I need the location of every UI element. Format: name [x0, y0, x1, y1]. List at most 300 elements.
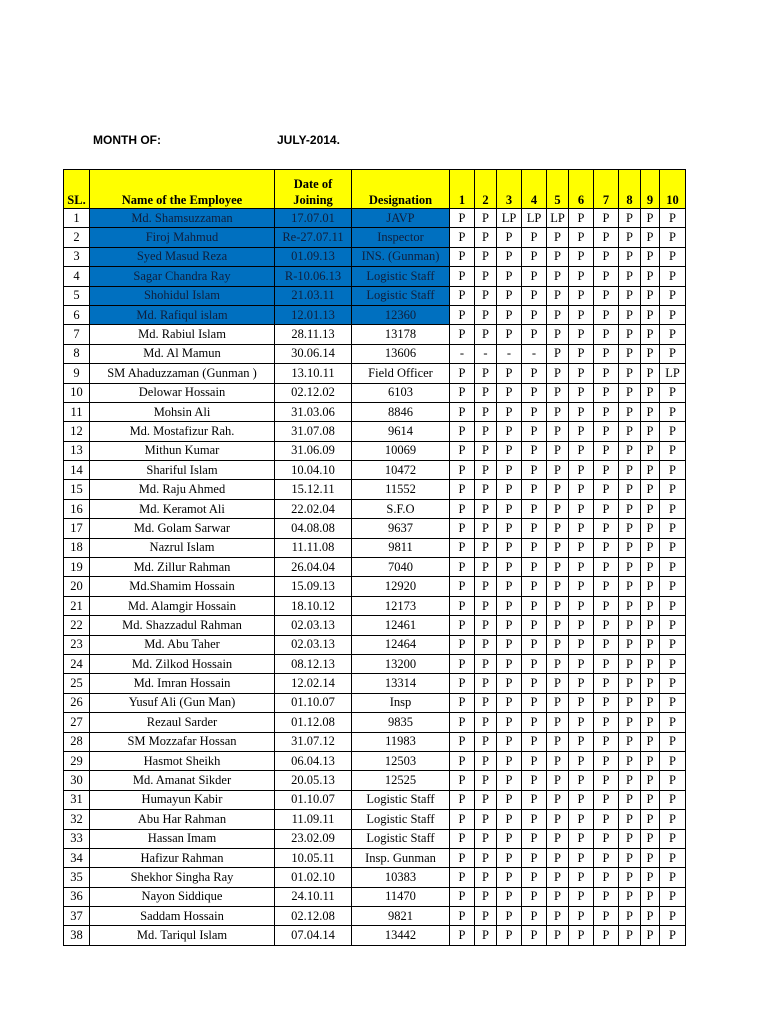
row-employee-name: Md. Keramot Ali	[90, 499, 275, 518]
row-attendance-day-5: P	[547, 810, 569, 829]
row-attendance-day-7: P	[594, 267, 619, 286]
attendance-table	[63, 169, 686, 946]
row-date-of-joining: 18.10.12	[275, 596, 352, 615]
row-attendance-day-2: P	[475, 519, 497, 538]
col-sl: SL.	[64, 170, 90, 209]
row-sl: 38	[64, 926, 90, 945]
table-row	[64, 907, 686, 926]
row-attendance-day-10: P	[660, 926, 686, 945]
row-attendance-day-8: P	[619, 499, 641, 518]
row-attendance-day-4: P	[522, 402, 547, 421]
row-attendance-day-4: P	[522, 868, 547, 887]
row-date-of-joining: 31.07.12	[275, 732, 352, 751]
row-attendance-day-6: P	[569, 635, 594, 654]
row-attendance-day-5: P	[547, 461, 569, 480]
row-attendance-day-9: P	[641, 402, 660, 421]
row-attendance-day-9: P	[641, 616, 660, 635]
row-attendance-day-2: P	[475, 441, 497, 460]
row-attendance-day-7: P	[594, 499, 619, 518]
table-row	[64, 209, 686, 228]
row-attendance-day-2: P	[475, 751, 497, 770]
row-attendance-day-1: P	[450, 907, 475, 926]
row-employee-name: Mohsin Ali	[90, 402, 275, 421]
row-attendance-day-5: P	[547, 868, 569, 887]
table-row	[64, 402, 686, 421]
row-employee-name: Md. Mostafizur Rah.	[90, 422, 275, 441]
row-attendance-day-5: P	[547, 616, 569, 635]
col-day: 9	[641, 170, 660, 209]
row-attendance-day-6: P	[569, 480, 594, 499]
row-attendance-day-10: P	[660, 441, 686, 460]
row-attendance-day-9: P	[641, 247, 660, 266]
row-attendance-day-3: P	[497, 422, 522, 441]
row-attendance-day-7: P	[594, 693, 619, 712]
row-attendance-day-9: P	[641, 732, 660, 751]
row-attendance-day-6: P	[569, 228, 594, 247]
row-attendance-day-9: P	[641, 635, 660, 654]
row-date-of-joining: 31.06.09	[275, 441, 352, 460]
row-designation: 10383	[352, 868, 450, 887]
col-day: 7	[594, 170, 619, 209]
table-row	[64, 422, 686, 441]
row-sl: 7	[64, 325, 90, 344]
row-attendance-day-9: P	[641, 344, 660, 363]
table-row	[64, 635, 686, 654]
row-attendance-day-4: P	[522, 519, 547, 538]
row-attendance-day-2: P	[475, 887, 497, 906]
row-attendance-day-8: P	[619, 247, 641, 266]
row-date-of-joining: 02.03.13	[275, 616, 352, 635]
row-attendance-day-9: P	[641, 228, 660, 247]
row-employee-name: Md. Raju Ahmed	[90, 480, 275, 499]
row-attendance-day-8: P	[619, 771, 641, 790]
row-attendance-day-8: P	[619, 868, 641, 887]
row-attendance-day-9: P	[641, 596, 660, 615]
row-employee-name: Saddam Hossain	[90, 907, 275, 926]
row-date-of-joining: 08.12.13	[275, 654, 352, 673]
row-designation: 8846	[352, 402, 450, 421]
row-attendance-day-8: P	[619, 713, 641, 732]
row-attendance-day-2: P	[475, 674, 497, 693]
row-employee-name: Md. Rabiul Islam	[90, 325, 275, 344]
table-row	[64, 461, 686, 480]
row-attendance-day-6: P	[569, 519, 594, 538]
row-attendance-day-8: P	[619, 267, 641, 286]
row-sl: 17	[64, 519, 90, 538]
row-date-of-joining: 11.11.08	[275, 538, 352, 557]
row-attendance-day-9: P	[641, 829, 660, 848]
row-attendance-day-2: P	[475, 868, 497, 887]
row-attendance-day-5: P	[547, 848, 569, 867]
row-attendance-day-9: P	[641, 713, 660, 732]
row-attendance-day-7: P	[594, 926, 619, 945]
row-attendance-day-10: P	[660, 267, 686, 286]
row-attendance-day-7: P	[594, 364, 619, 383]
table-row	[64, 499, 686, 518]
row-attendance-day-7: P	[594, 829, 619, 848]
row-attendance-day-9: P	[641, 926, 660, 945]
row-attendance-day-7: P	[594, 519, 619, 538]
col-doj-line1: Date of	[293, 177, 333, 191]
row-employee-name: Hasmot Sheikh	[90, 751, 275, 770]
row-attendance-day-9: P	[641, 751, 660, 770]
row-employee-name: Syed Masud Reza	[90, 247, 275, 266]
row-attendance-day-8: P	[619, 441, 641, 460]
row-sl: 5	[64, 286, 90, 305]
row-designation: 10472	[352, 461, 450, 480]
row-sl: 30	[64, 771, 90, 790]
row-attendance-day-7: P	[594, 771, 619, 790]
row-attendance-day-5: P	[547, 480, 569, 499]
row-attendance-day-5: P	[547, 519, 569, 538]
row-attendance-day-8: P	[619, 383, 641, 402]
row-attendance-day-1: -	[450, 344, 475, 363]
row-attendance-day-1: P	[450, 751, 475, 770]
row-attendance-day-3: P	[497, 616, 522, 635]
row-sl: 33	[64, 829, 90, 848]
row-attendance-day-4: P	[522, 577, 547, 596]
table-row	[64, 848, 686, 867]
row-attendance-day-2: P	[475, 596, 497, 615]
row-attendance-day-7: P	[594, 461, 619, 480]
row-attendance-day-9: P	[641, 461, 660, 480]
row-attendance-day-1: P	[450, 305, 475, 324]
row-attendance-day-10: P	[660, 247, 686, 266]
row-sl: 36	[64, 887, 90, 906]
row-attendance-day-1: P	[450, 286, 475, 305]
row-attendance-day-7: P	[594, 383, 619, 402]
row-attendance-day-3: P	[497, 868, 522, 887]
row-sl: 10	[64, 383, 90, 402]
row-attendance-day-8: P	[619, 422, 641, 441]
row-attendance-day-2: P	[475, 907, 497, 926]
row-sl: 32	[64, 810, 90, 829]
row-date-of-joining: 04.08.08	[275, 519, 352, 538]
row-attendance-day-6: P	[569, 674, 594, 693]
row-attendance-day-2: P	[475, 422, 497, 441]
row-attendance-day-1: P	[450, 538, 475, 557]
row-attendance-day-6: P	[569, 286, 594, 305]
row-attendance-day-5: P	[547, 674, 569, 693]
row-attendance-day-9: P	[641, 577, 660, 596]
row-attendance-day-3: P	[497, 635, 522, 654]
row-attendance-day-5: P	[547, 325, 569, 344]
row-attendance-day-9: P	[641, 286, 660, 305]
row-employee-name: Sagar Chandra Ray	[90, 267, 275, 286]
row-attendance-day-3: P	[497, 751, 522, 770]
row-designation: 12503	[352, 751, 450, 770]
row-attendance-day-9: P	[641, 499, 660, 518]
row-attendance-day-4: P	[522, 441, 547, 460]
row-attendance-day-1: P	[450, 887, 475, 906]
row-attendance-day-1: P	[450, 228, 475, 247]
row-date-of-joining: 26.04.04	[275, 558, 352, 577]
row-sl: 23	[64, 635, 90, 654]
row-attendance-day-1: P	[450, 325, 475, 344]
row-designation: Field Officer	[352, 364, 450, 383]
row-attendance-day-5: P	[547, 228, 569, 247]
row-employee-name: Md. Golam Sarwar	[90, 519, 275, 538]
row-attendance-day-10: P	[660, 228, 686, 247]
row-date-of-joining: 01.10.07	[275, 790, 352, 809]
row-attendance-day-10: P	[660, 693, 686, 712]
table-row	[64, 829, 686, 848]
row-sl: 22	[64, 616, 90, 635]
row-attendance-day-2: P	[475, 267, 497, 286]
row-employee-name: Mithun Kumar	[90, 441, 275, 460]
row-attendance-day-5: P	[547, 558, 569, 577]
row-attendance-day-10: P	[660, 286, 686, 305]
row-attendance-day-8: P	[619, 829, 641, 848]
row-attendance-day-1: P	[450, 364, 475, 383]
table-row	[64, 926, 686, 945]
row-sl: 27	[64, 713, 90, 732]
row-date-of-joining: 12.02.14	[275, 674, 352, 693]
row-attendance-day-3: P	[497, 499, 522, 518]
row-attendance-day-3: P	[497, 228, 522, 247]
row-attendance-day-5: P	[547, 286, 569, 305]
row-attendance-day-6: P	[569, 538, 594, 557]
row-sl: 1	[64, 209, 90, 228]
row-date-of-joining: 12.01.13	[275, 305, 352, 324]
row-attendance-day-9: P	[641, 771, 660, 790]
row-attendance-day-1: P	[450, 499, 475, 518]
row-attendance-day-5: P	[547, 422, 569, 441]
row-attendance-day-2: P	[475, 829, 497, 848]
row-attendance-day-6: P	[569, 441, 594, 460]
row-date-of-joining: 22.02.04	[275, 499, 352, 518]
row-date-of-joining: 10.04.10	[275, 461, 352, 480]
row-attendance-day-10: P	[660, 810, 686, 829]
table-row	[64, 519, 686, 538]
row-designation: Inspector	[352, 228, 450, 247]
row-attendance-day-3: P	[497, 383, 522, 402]
row-sl: 13	[64, 441, 90, 460]
row-attendance-day-8: P	[619, 344, 641, 363]
row-employee-name: Yusuf Ali (Gun Man)	[90, 693, 275, 712]
row-attendance-day-6: P	[569, 402, 594, 421]
row-designation: 13314	[352, 674, 450, 693]
row-employee-name: Md. Al Mamun	[90, 344, 275, 363]
row-attendance-day-7: P	[594, 674, 619, 693]
row-attendance-day-8: P	[619, 402, 641, 421]
row-date-of-joining: 02.03.13	[275, 635, 352, 654]
row-attendance-day-2: P	[475, 325, 497, 344]
row-attendance-day-8: P	[619, 693, 641, 712]
row-attendance-day-2: P	[475, 616, 497, 635]
row-attendance-day-3: P	[497, 771, 522, 790]
row-employee-name: Nazrul Islam	[90, 538, 275, 557]
row-sl: 11	[64, 402, 90, 421]
row-attendance-day-10: P	[660, 848, 686, 867]
row-employee-name: Firoj Mahmud	[90, 228, 275, 247]
col-day: 1	[450, 170, 475, 209]
row-attendance-day-5: P	[547, 790, 569, 809]
row-attendance-day-5: P	[547, 499, 569, 518]
row-sl: 31	[64, 790, 90, 809]
table-row	[64, 364, 686, 383]
row-attendance-day-8: P	[619, 848, 641, 867]
row-designation: 13200	[352, 654, 450, 673]
row-attendance-day-7: P	[594, 907, 619, 926]
row-attendance-day-2: -	[475, 344, 497, 363]
row-attendance-day-8: P	[619, 461, 641, 480]
row-attendance-day-9: P	[641, 480, 660, 499]
row-attendance-day-6: P	[569, 422, 594, 441]
row-date-of-joining: 21.03.11	[275, 286, 352, 305]
row-attendance-day-5: P	[547, 887, 569, 906]
row-designation: 10069	[352, 441, 450, 460]
row-attendance-day-9: P	[641, 810, 660, 829]
row-attendance-day-2: P	[475, 305, 497, 324]
row-attendance-day-5: P	[547, 596, 569, 615]
row-attendance-day-2: P	[475, 247, 497, 266]
row-attendance-day-7: P	[594, 325, 619, 344]
row-attendance-day-5: P	[547, 829, 569, 848]
row-attendance-day-3: P	[497, 713, 522, 732]
row-attendance-day-3: P	[497, 907, 522, 926]
row-attendance-day-5: P	[547, 344, 569, 363]
row-attendance-day-10: P	[660, 305, 686, 324]
row-attendance-day-10: P	[660, 674, 686, 693]
row-attendance-day-6: P	[569, 693, 594, 712]
row-attendance-day-10: P	[660, 713, 686, 732]
row-date-of-joining: 10.05.11	[275, 848, 352, 867]
col-designation: Designation	[352, 170, 450, 209]
table-row	[64, 267, 686, 286]
row-attendance-day-10: P	[660, 519, 686, 538]
col-day: 10	[660, 170, 686, 209]
table-row	[64, 713, 686, 732]
row-designation: 13442	[352, 926, 450, 945]
row-attendance-day-7: P	[594, 305, 619, 324]
row-attendance-day-7: P	[594, 402, 619, 421]
row-attendance-day-6: P	[569, 771, 594, 790]
row-date-of-joining: 01.02.10	[275, 868, 352, 887]
row-sl: 14	[64, 461, 90, 480]
row-attendance-day-3: P	[497, 325, 522, 344]
row-designation: 9637	[352, 519, 450, 538]
table-row	[64, 732, 686, 751]
row-attendance-day-9: P	[641, 422, 660, 441]
row-attendance-day-1: P	[450, 654, 475, 673]
table-row	[64, 558, 686, 577]
row-date-of-joining: Re-27.07.11	[275, 228, 352, 247]
col-day: 3	[497, 170, 522, 209]
table-header	[64, 170, 686, 209]
row-employee-name: Rezaul Sarder	[90, 713, 275, 732]
row-attendance-day-4: P	[522, 693, 547, 712]
row-attendance-day-10: P	[660, 209, 686, 228]
row-attendance-day-1: P	[450, 693, 475, 712]
row-attendance-day-8: P	[619, 538, 641, 557]
row-attendance-day-6: P	[569, 848, 594, 867]
col-day: 8	[619, 170, 641, 209]
row-attendance-day-5: P	[547, 732, 569, 751]
row-attendance-day-7: P	[594, 247, 619, 266]
row-attendance-day-8: P	[619, 887, 641, 906]
row-attendance-day-6: P	[569, 887, 594, 906]
row-attendance-day-7: P	[594, 732, 619, 751]
row-attendance-day-7: P	[594, 422, 619, 441]
row-attendance-day-4: P	[522, 790, 547, 809]
row-date-of-joining: 02.12.08	[275, 907, 352, 926]
row-employee-name: Md. Alamgir Hossain	[90, 596, 275, 615]
row-employee-name: Md.Shamim Hossain	[90, 577, 275, 596]
row-sl: 35	[64, 868, 90, 887]
row-designation: 9821	[352, 907, 450, 926]
row-attendance-day-9: P	[641, 790, 660, 809]
row-sl: 8	[64, 344, 90, 363]
row-date-of-joining: 01.12.08	[275, 713, 352, 732]
row-attendance-day-10: P	[660, 829, 686, 848]
row-attendance-day-9: P	[641, 907, 660, 926]
row-employee-name: Md. Shamsuzzaman	[90, 209, 275, 228]
row-attendance-day-7: P	[594, 596, 619, 615]
row-attendance-day-4: P	[522, 907, 547, 926]
row-employee-name: Md. Imran Hossain	[90, 674, 275, 693]
table-row	[64, 654, 686, 673]
row-attendance-day-6: P	[569, 596, 594, 615]
row-sl: 24	[64, 654, 90, 673]
row-sl: 28	[64, 732, 90, 751]
col-doj	[275, 170, 352, 209]
row-attendance-day-4: P	[522, 422, 547, 441]
row-attendance-day-1: P	[450, 461, 475, 480]
row-attendance-day-3: P	[497, 848, 522, 867]
row-attendance-day-1: P	[450, 577, 475, 596]
row-attendance-day-4: P	[522, 558, 547, 577]
row-attendance-day-7: P	[594, 286, 619, 305]
row-attendance-day-1: P	[450, 616, 475, 635]
row-attendance-day-3: P	[497, 441, 522, 460]
row-attendance-day-4: P	[522, 499, 547, 518]
row-attendance-day-3: P	[497, 654, 522, 673]
row-attendance-day-5: P	[547, 654, 569, 673]
table-row	[64, 480, 686, 499]
row-employee-name: Nayon Siddique	[90, 887, 275, 906]
row-attendance-day-4: P	[522, 480, 547, 499]
row-attendance-day-9: P	[641, 538, 660, 557]
row-designation: 6103	[352, 383, 450, 402]
row-designation: Logistic Staff	[352, 829, 450, 848]
row-attendance-day-2: P	[475, 383, 497, 402]
row-sl: 34	[64, 848, 90, 867]
row-designation: 12461	[352, 616, 450, 635]
row-designation: 11552	[352, 480, 450, 499]
row-attendance-day-7: P	[594, 480, 619, 499]
row-attendance-day-6: P	[569, 325, 594, 344]
table-row	[64, 868, 686, 887]
row-sl: 16	[64, 499, 90, 518]
row-attendance-day-3: P	[497, 829, 522, 848]
row-attendance-day-4: P	[522, 810, 547, 829]
row-attendance-day-4: P	[522, 267, 547, 286]
row-attendance-day-6: P	[569, 868, 594, 887]
table-row	[64, 325, 686, 344]
row-attendance-day-2: P	[475, 713, 497, 732]
row-attendance-day-10: P	[660, 732, 686, 751]
row-attendance-day-2: P	[475, 810, 497, 829]
row-attendance-day-1: P	[450, 383, 475, 402]
row-employee-name: SM Ahaduzzaman (Gunman )	[90, 364, 275, 383]
row-attendance-day-7: P	[594, 848, 619, 867]
row-attendance-day-10: P	[660, 771, 686, 790]
row-date-of-joining: 01.09.13	[275, 247, 352, 266]
row-attendance-day-4: P	[522, 848, 547, 867]
row-attendance-day-1: P	[450, 732, 475, 751]
row-attendance-day-1: P	[450, 267, 475, 286]
